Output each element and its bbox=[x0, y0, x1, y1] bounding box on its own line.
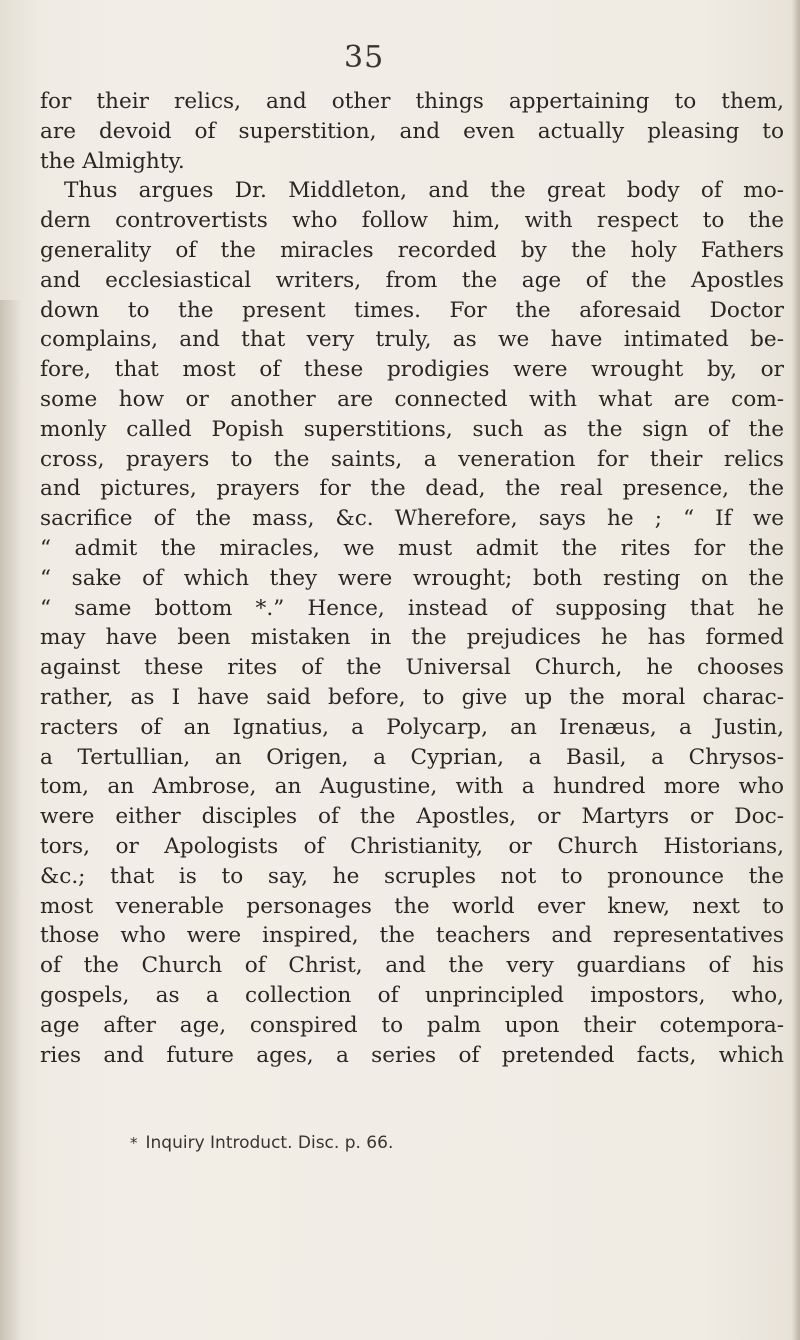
text-line: rather, as I have said before, to give up the moral charac- bbox=[40, 684, 784, 710]
text-line: age after age, conspired to palm upon their cotempora- bbox=[40, 1012, 784, 1038]
text-line: “ admit the miracles, we must admit the rites for the bbox=[40, 535, 784, 561]
text-line: monly called Popish superstitions, such as the sign of the bbox=[40, 416, 784, 442]
text-line: for their relics, and other things appertaining to them, bbox=[40, 89, 784, 114]
text-line: tors, or Apologists of Christianity, or Church Historians, bbox=[40, 833, 784, 859]
footnote bbox=[130, 1133, 393, 1153]
text-line: racters of an Ignatius, a Polycarp, an Irenæus, a Justin, bbox=[40, 714, 784, 740]
text-line: generality of the miracles recorded by the holy Fathers bbox=[40, 237, 784, 263]
text-line: and ecclesiastical writers, from the age of the Apostles bbox=[40, 267, 784, 293]
text-line: sacrifice of the mass, &c. Wherefore, says he ; “ If we bbox=[40, 506, 784, 532]
text-line: against these rites of the Universal Church, he chooses bbox=[40, 655, 784, 681]
text-line: “ sake of which they were wrought; both resting on the bbox=[40, 565, 784, 591]
footnote-marker: * bbox=[130, 1134, 138, 1152]
body-text bbox=[40, 87, 784, 1070]
text-line: tom, an Ambrose, an Augustine, with a hundred more who bbox=[40, 774, 784, 800]
text-line: of the Church of Christ, and the very guardians of his bbox=[40, 953, 784, 979]
page-edge bbox=[792, 0, 800, 1340]
text-line: complains, and that very truly, as we have intimated be- bbox=[40, 327, 784, 353]
text-line: were either disciples of the Apostles, or Martyrs or Doc- bbox=[40, 804, 784, 830]
page-number: 35 bbox=[344, 40, 385, 75]
text-line: a Tertullian, an Origen, a Cyprian, a Basil, a Chrysos- bbox=[40, 744, 784, 770]
text-line: ries and future ages, a series of pretended facts, which bbox=[40, 1042, 784, 1068]
text-line: the Almighty. bbox=[40, 148, 185, 174]
text-line: “ same bottom *.” Hence, instead of supposing that he bbox=[40, 595, 784, 621]
footnote-text: Inquiry Introduct. Disc. p. 66. bbox=[145, 1133, 394, 1153]
text-line: &c.; that is to say, he scruples not to pronounce the bbox=[40, 863, 784, 889]
text-line: down to the present times. For the aforesaid Doctor bbox=[40, 297, 784, 323]
text-line: and pictures, prayers for the dead, the real presence, the bbox=[40, 476, 784, 502]
text-line: some how or another are connected with what are com- bbox=[40, 386, 784, 412]
text-line: cross, prayers to the saints, a veneration for their relics bbox=[40, 446, 784, 472]
text-line: Thus argues Dr. Middleton, and the great body of mo- bbox=[64, 178, 784, 204]
text-line: most venerable personages the world ever knew, next to bbox=[40, 893, 784, 919]
text-line: dern controvertists who follow him, with respect to the bbox=[40, 208, 784, 234]
text-line: are devoid of superstition, and even actually pleasing to bbox=[40, 118, 784, 144]
text-line: may have been mistaken in the prejudices he has formed bbox=[40, 625, 784, 651]
text-line: fore, that most of these prodigies were wrought by, or bbox=[40, 357, 784, 383]
text-line: gospels, as a collection of unprincipled impostors, who, bbox=[40, 982, 784, 1008]
text-line: those who were inspired, the teachers and representatives bbox=[40, 923, 784, 949]
gutter-shadow bbox=[0, 300, 22, 1340]
